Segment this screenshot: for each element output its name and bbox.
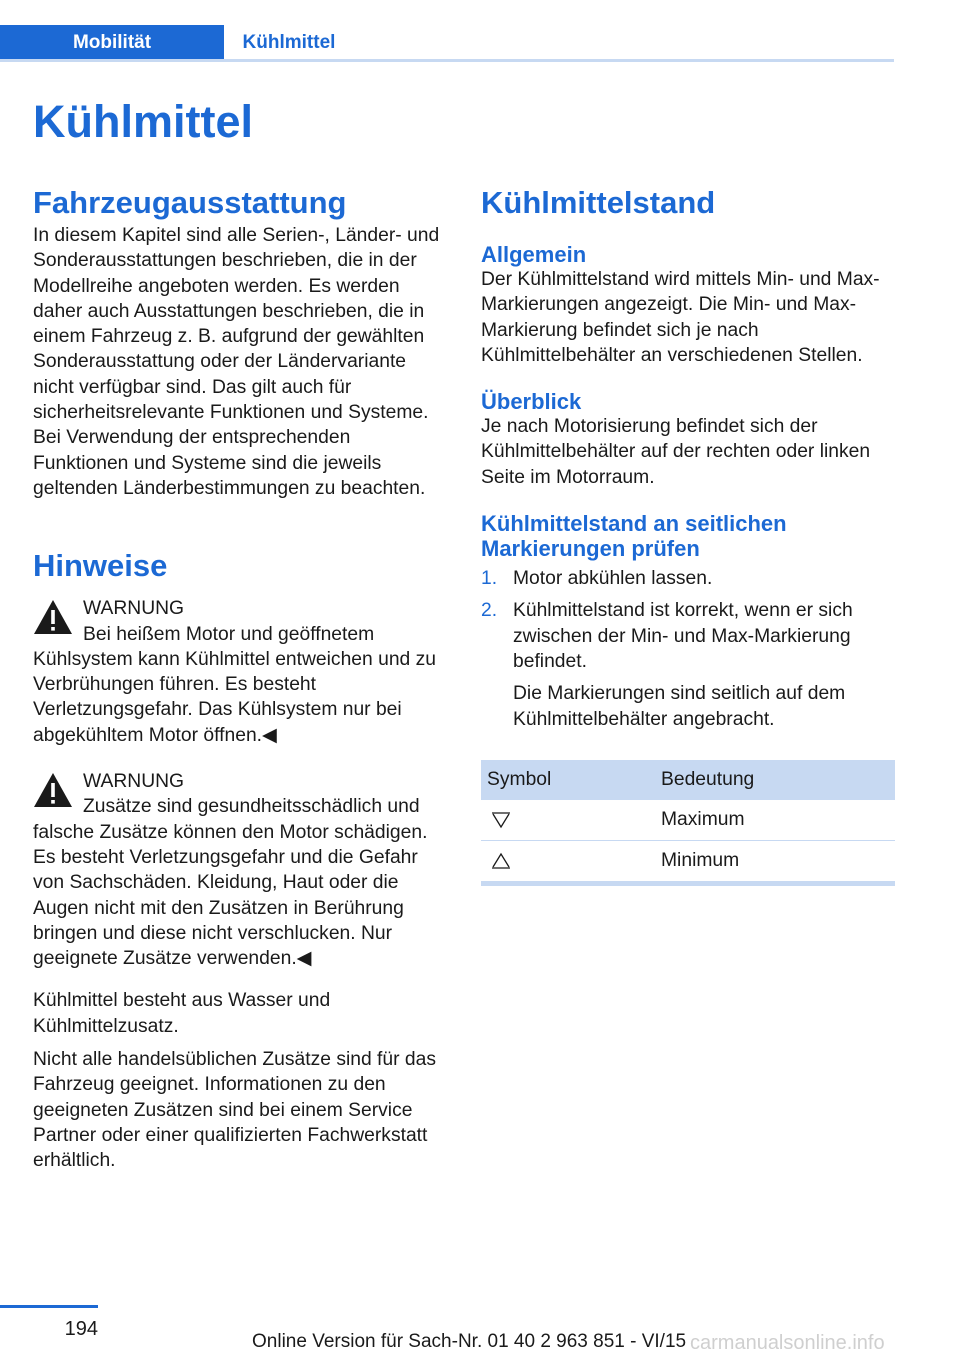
tab-kuehlmittel[interactable]: Kühlmittel xyxy=(242,32,336,53)
steps-list xyxy=(481,566,895,732)
table-cell-meaning: Maximum xyxy=(655,800,895,841)
warning-block-2 xyxy=(33,769,447,971)
subheading-markierungen-pruefen: Kühlmittelstand an seitlichen Markierungen prüfen xyxy=(481,511,787,562)
right-column xyxy=(481,184,895,886)
header-rule xyxy=(0,59,894,62)
fahrzeugausstattung-text: In diesem Kapitel sind alle Serien-, Länder- und Sonderausstattungen beschrieben, die in der Modellreihe angeboten werden. Es werden daher auch Ausstattungen beschrieben, die in einem Fahrzeug z. B. aufgrund der gewählten Sonderausstattung oder der Ländervariante nicht verfügbar sind. Das gilt auch für sicherheitsrelevante Funktionen und Systeme. Bei Verwendung der entsprechenden Funktionen und Systeme sind die jeweils geltenden Länderbestimmungen zu beachten. xyxy=(33,225,440,499)
step-note: Die Markierungen sind seitlich auf dem Kühlmittelbehälter angebracht. xyxy=(513,683,846,730)
additives-info-text: Nicht alle handelsüblichen Zusätze sind für das Fahrzeug geeignet. Informationen zu den geeigneten Zusätzen sind bei einem Service Partner oder einer qualifizierten Fachwerkstatt erhältlich. xyxy=(33,1049,436,1172)
table-row xyxy=(481,840,895,883)
list-item xyxy=(481,566,895,591)
warning-label: WARNUNG xyxy=(83,598,185,620)
table-cell-meaning: Minimum xyxy=(655,840,895,883)
ueberblick-text: Je nach Motorisierung befindet sich der Kühlmittelbehälter auf der rechten oder linken Seite im Motorraum. xyxy=(481,416,871,488)
warning-text: Zusätze sind gesundheitsschädlich und falsche Zusätze können den Motor schädigen. Es besteht Verletzungsgefahr und die Gefahr von Sachschäden. Kleidung, Haut oder die Augen nicht mit den Zusätzen in Berührung bringen und diese nicht verschlucken. Nur geeignete Zusätze verwenden.◀ xyxy=(33,796,428,970)
section-heading-fahrzeugausstattung: Fahrzeugausstattung xyxy=(33,185,347,220)
warning-triangle-icon xyxy=(33,772,73,808)
footer-version-text: Online Version für Sach-Nr. 01 40 2 963 851 - VI/15 xyxy=(252,1331,687,1352)
warning-block-1 xyxy=(33,596,447,748)
step-text: Motor abkühlen lassen. xyxy=(513,568,713,590)
max-mark-icon xyxy=(491,811,511,829)
watermark-text: carmanualsonline.info xyxy=(690,1332,885,1354)
header-tabbar xyxy=(0,25,894,62)
section-heading-kuehlmittelstand: Kühlmittelstand xyxy=(481,185,716,220)
table-header-row xyxy=(481,760,895,800)
page-title: Kühlmittel xyxy=(33,96,253,147)
tab-mobilitaet[interactable]: Mobilität xyxy=(0,25,224,59)
left-column xyxy=(33,184,447,1174)
list-item xyxy=(481,598,895,731)
subheading-allgemein: Allgemein xyxy=(481,242,587,267)
coolant-composition-text: Kühlmittel besteht aus Wasser und Kühlmittelzusatz. xyxy=(33,990,331,1037)
page-number: 194 xyxy=(64,1318,98,1340)
column-header-symbol: Symbol xyxy=(481,760,655,800)
step-number: 2. xyxy=(481,600,498,622)
section-heading-hinweise: Hinweise xyxy=(33,548,168,584)
subheading-ueberblick: Überblick xyxy=(481,389,582,415)
warning-triangle-icon xyxy=(33,599,73,635)
min-mark-icon xyxy=(491,852,511,870)
step-number: 1. xyxy=(481,568,498,590)
table-row xyxy=(481,800,895,841)
allgemein-text: Der Kühlmittelstand wird mittels Min- und Max-Markierungen angezeigt. Die Min- und Max-Markierung befindet sich je nach Kühlmittelbehälter an verschiedenen Stellen. xyxy=(481,269,880,366)
warning-label: WARNUNG xyxy=(83,771,185,793)
footer-rule xyxy=(0,1305,98,1308)
warning-text: Bei heißem Motor und geöffnetem Kühlsystem kann Kühlmittel entweichen und zu Verbrühungen führen. Es besteht Verletzungsgefahr. Das Kühlsystem nur bei abgekühltem Motor öffnen.◀ xyxy=(33,623,436,746)
column-header-bedeutung: Bedeutung xyxy=(655,760,895,800)
step-text: Kühlmittelstand ist korrekt, wenn er sich zwischen der Min- und Max-Markierung befindet. xyxy=(513,600,853,672)
symbol-table xyxy=(481,760,895,886)
